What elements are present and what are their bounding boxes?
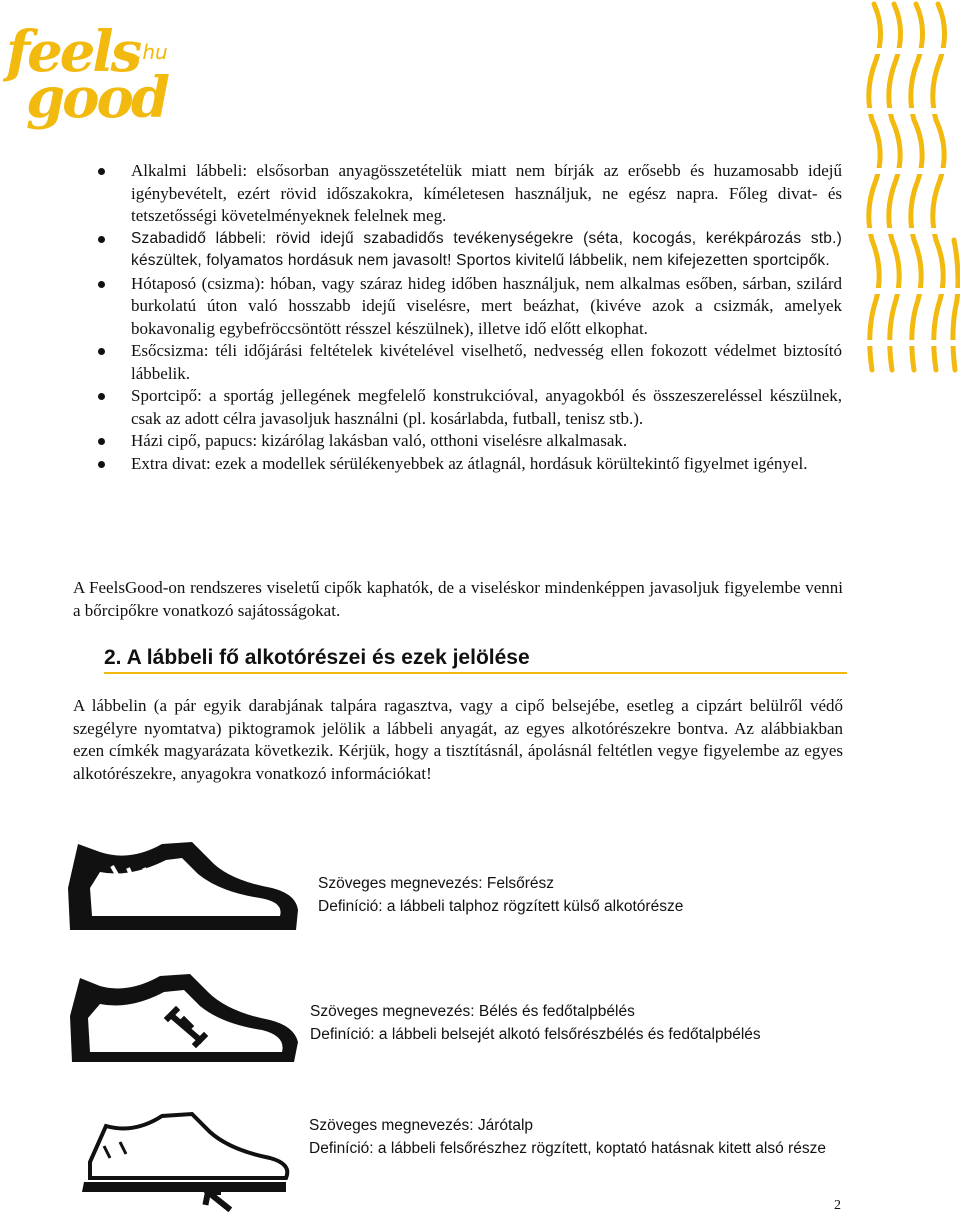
list-item: Alkalmi lábbeli: elsősorban anyagösszetételük miatt nem bírják az erősebb és huzamosabb idejű igénybevételt, ezért rövid időszakokra, kíméletesen használjuk, ne egész napra. Főleg divat- és tetszetősségi követelményeknek felelnek meg. (96, 160, 842, 228)
bullet-icon (98, 348, 105, 355)
shoe-outsole-icon (60, 1092, 305, 1212)
list-item: Extra divat: ezek a modellek sérülékenyebbek az átlagnál, hordásuk körültekintő figyelmet igényel. (96, 453, 842, 476)
pictogram-2-definition: Definíció: a lábbeli belsejét alkotó felsőrészbélés és fedőtalpbélés (310, 1026, 761, 1043)
list-item: Házi cipő, papucs: kizárólag lakásban való, otthoni viselésre alkalmasak. (96, 430, 842, 453)
shoe-lining-icon (60, 968, 305, 1068)
pictogram-1-name: Szöveges megnevezés: Felsőrész (318, 875, 555, 892)
bullet-icon (98, 393, 105, 400)
pictogram-2-text (310, 1000, 761, 1046)
side-pattern-decoration (862, 0, 960, 375)
feelsgood-logo (4, 18, 194, 131)
logo-word-good: good (26, 65, 168, 131)
pictogram-1-text (318, 872, 683, 918)
bullet-icon (98, 438, 105, 445)
section-title: A lábbeli fő alkotórészei és ezek jelölése (126, 646, 530, 669)
list-item: Esőcsizma: téli időjárási feltételek kivételével viselhető, nedvesség ellen fokozott védelmet biztosító lábbelik. (96, 340, 842, 385)
intro-paragraph: A FeelsGood-on rendszeres viseletű cipők kaphatók, de a viseléskor mindenképpen javasoljuk figyelembe venni a bőrcipőkre vonatkozó sajátosságokat. (73, 578, 843, 620)
bullet-icon (98, 461, 105, 468)
section-number: 2. (104, 646, 122, 669)
pictogram-1-definition: Definíció: a lábbeli talphoz rögzített külső alkotórésze (318, 898, 684, 915)
pictogram-3-text (309, 1114, 826, 1160)
heading-underline (104, 672, 847, 674)
section-paragraph: A lábbelin (a pár egyik darabjának talpára ragasztva, vagy a cipő belsejébe, esetleg a cipzárt belülről védő szegélyre nyomtatva) piktogramok jelölik a lábbeli anyagát, az egyes alkotórészekre bontva. Az alábbiakban ezen címkék magyarázata következik. Kérjük, hogy a tisztításnál, ápolásnál feltétlen vegye figyelembe az egyes alkotórészekre, anyagokra vonatkozó információkat! (73, 696, 843, 783)
bullet-icon (98, 168, 105, 175)
logo-tld: .hu (136, 40, 168, 64)
section-heading (104, 645, 530, 671)
page-number: 2 (834, 1198, 841, 1213)
bullet-icon (98, 236, 105, 243)
shoe-upper-icon (60, 838, 305, 938)
list-item: Hótaposó (csizma): hóban, vagy száraz hideg időben használjuk, nem alkalmas esőben, sárban, szilárd burkolatú úton való hosszabb idejű viselésre, mert beázhat, (kivéve azok a csizmák, amelyek bokavonalig egybefröccsöntött résszel készülnek), illetve idő előtt elkophat. (96, 273, 842, 341)
list-item: Sportcipő: a sportág jellegének megfelelő konstrukcióval, anyagokból és összeszereléssel készülnek, csak az adott célra javasoljuk használni (pl. kosárlabda, futball, tenisz stb.). (96, 385, 842, 430)
logo-word-feels: feels (6, 19, 140, 85)
pictogram-3-definition: Definíció: a lábbeli felsőrészhez rögzített, koptató hatásnak kitett alsó része (309, 1140, 826, 1157)
pictogram-2-name: Szöveges megnevezés: Bélés és fedőtalpbélés (310, 1003, 635, 1020)
list-item: Szabadidő lábbeli: rövid idejű szabadidős tevékenységekre (séta, kocogás, kerékpározás stb.) készültek, folyamatos hordásuk nem javasolt! Sportos kivitelű lábbelik, nem kifejezetten sportcipők. (96, 228, 842, 273)
pictogram-3-name: Szöveges megnevezés: Járótalp (309, 1117, 534, 1134)
bullet-icon (98, 281, 105, 288)
footwear-types-list (96, 160, 842, 475)
